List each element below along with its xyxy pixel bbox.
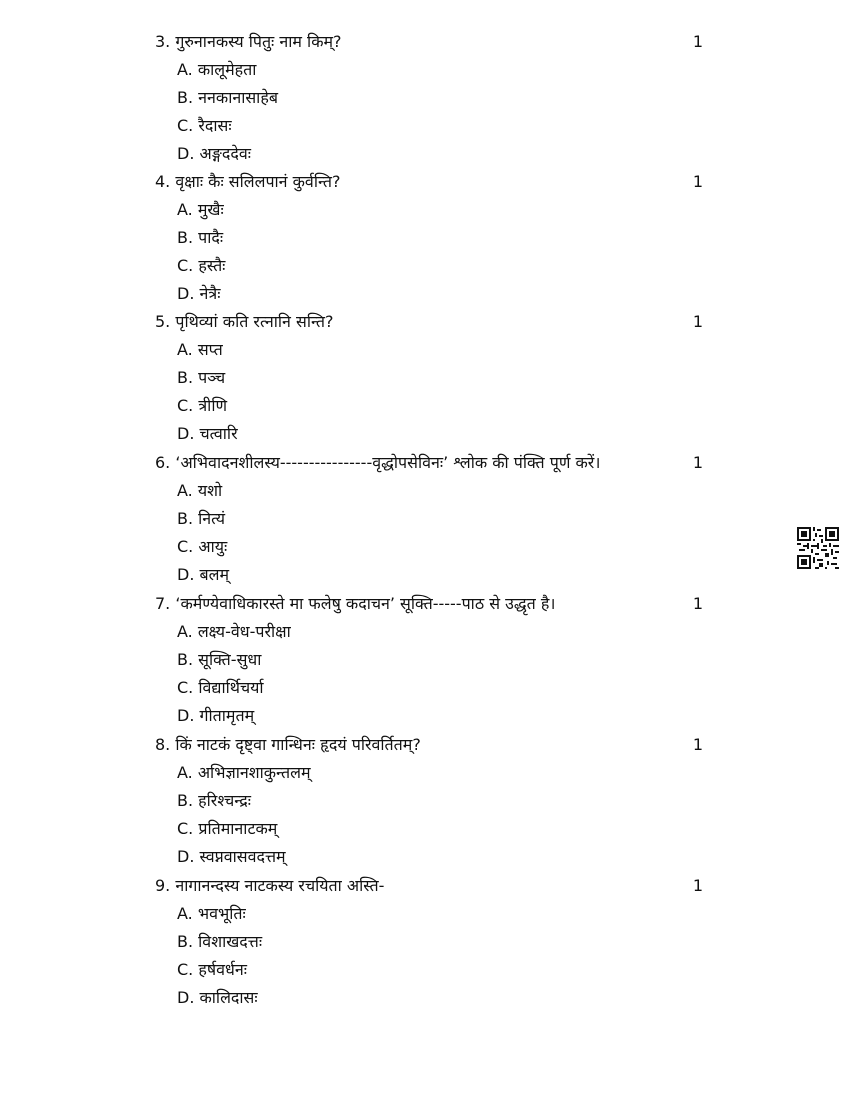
- question-marks: 1: [692, 453, 703, 472]
- question-text: 3. गुरुनानकस्य पितुः नाम किम्?: [155, 32, 342, 51]
- question-text: 9. नागानन्दस्य नाटकस्य रचयिता अस्ति-: [155, 876, 385, 895]
- question-8: [155, 731, 715, 871]
- option-a: A. कालूमेहता: [177, 60, 257, 79]
- question-marks: 1: [692, 735, 703, 754]
- question-text: 7. ‘कर्मण्येवाधिकारस्ते मा फलेषु कदाचन’ सूक्ति-----पाठ से उद्धृत है।: [155, 594, 556, 613]
- question-marks: 1: [692, 876, 703, 895]
- option-b: B. पादैः: [177, 228, 224, 247]
- qr-code-icon: [797, 527, 839, 569]
- question-marks: 1: [692, 32, 703, 51]
- question-marks: 1: [692, 172, 703, 191]
- question-row: [155, 590, 715, 618]
- option-b: B. पञ्च: [177, 368, 226, 387]
- option-c: C. रैदासः: [177, 116, 232, 135]
- option-c: C. त्रीणि: [177, 396, 228, 415]
- option-a: A. यशो: [177, 481, 223, 500]
- question-row: [155, 308, 715, 336]
- option-a: A. भवभूतिः: [177, 904, 246, 923]
- option-a: A. मुखैः: [177, 200, 224, 219]
- option-c: C. प्रतिमानाटकम्: [177, 819, 278, 838]
- question-7: [155, 590, 715, 730]
- question-4: [155, 168, 715, 308]
- option-a: A. सप्त: [177, 340, 223, 359]
- option-b: B. नित्यं: [177, 509, 226, 528]
- question-text: 6. ‘अभिवादनशीलस्य----------------वृद्धोपसेविनः’ श्लोक की पंक्ति पूर्ण करें।: [155, 453, 601, 472]
- option-a: A. अभिज्ञानशाकुन्तलम्: [177, 763, 311, 782]
- option-d: D. नेत्रैः: [177, 284, 221, 303]
- question-row: [155, 168, 715, 196]
- option-a: A. लक्ष्य-वेध-परीक्षा: [177, 622, 291, 641]
- option-b: B. ननकानासाहेब: [177, 88, 278, 107]
- option-c: C. हर्षवर्धनः: [177, 960, 247, 979]
- question-text: 4. वृक्षाः कैः सलिलपानं कुर्वन्ति?: [155, 172, 341, 191]
- option-d: D. कालिदासः: [177, 988, 258, 1007]
- option-d: D. गीतामृतम्: [177, 706, 255, 725]
- option-b: B. विशाखदत्तः: [177, 932, 263, 951]
- question-marks: 1: [692, 312, 703, 331]
- question-3: [155, 28, 715, 168]
- question-row: [155, 449, 715, 477]
- option-b: B. सूक्ति-सुधा: [177, 650, 262, 669]
- question-9: [155, 872, 715, 1012]
- question-6: [155, 449, 715, 589]
- option-c: C. आयुः: [177, 537, 228, 556]
- question-row: [155, 872, 715, 900]
- option-c: C. विद्यार्थिचर्या: [177, 678, 264, 697]
- question-marks: 1: [692, 594, 703, 613]
- option-d: D. अङ्गददेवः: [177, 144, 251, 163]
- option-d: D. चत्वारि: [177, 424, 238, 443]
- question-row: [155, 731, 715, 759]
- option-c: C. हस्तैः: [177, 256, 226, 275]
- question-text: 8. किं नाटकं दृष्ट्वा गान्धिनः हृदयं परिवर्तितम्?: [155, 735, 421, 754]
- option-b: B. हरिश्चन्द्रः: [177, 791, 251, 810]
- question-text: 5. पृथिव्यां कति रत्नानि सन्ति?: [155, 312, 334, 331]
- question-5: [155, 308, 715, 448]
- option-d: D. स्वप्नवासवदत्तम्: [177, 847, 286, 866]
- option-d: D. बलम्: [177, 565, 230, 584]
- question-row: [155, 28, 715, 56]
